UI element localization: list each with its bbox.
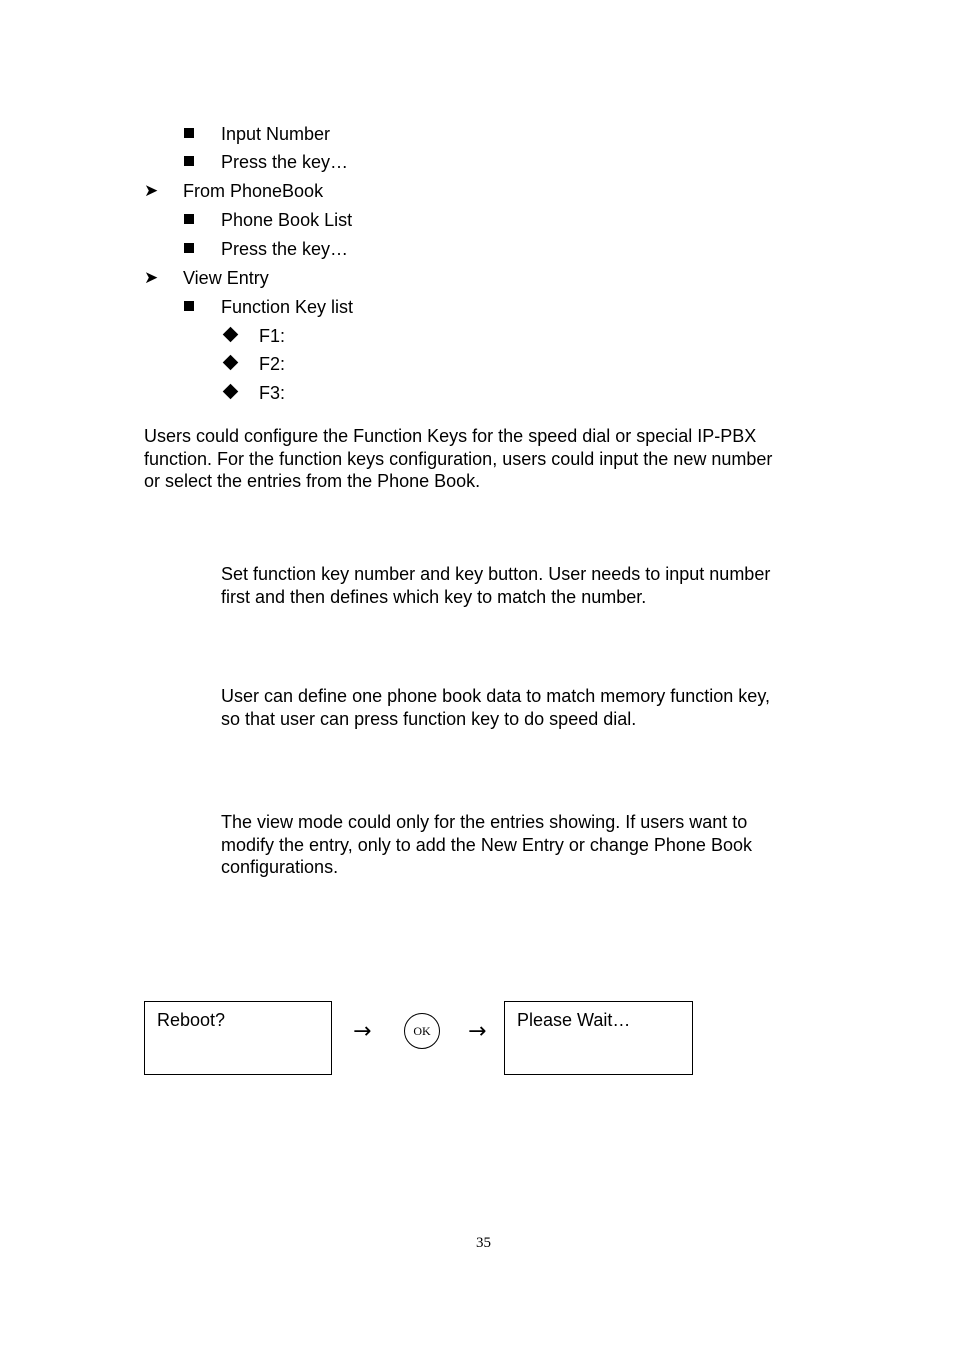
intro-paragraph: [144, 425, 772, 493]
outline-item: Function Key list: [221, 297, 354, 317]
lcd-screen-please-wait: [504, 1001, 693, 1075]
square-bullet-icon: [184, 128, 194, 138]
right-arrow-icon: →: [353, 1019, 372, 1044]
outline-item: From PhoneBook: [183, 181, 324, 201]
paragraph-line: function. For the function keys configuration, users could input the new number: [144, 448, 773, 469]
arrow-bullet-icon: ➤: [144, 268, 159, 287]
paragraph-line: User can define one phone book data to match memory function key,: [221, 686, 770, 706]
square-bullet-icon: [184, 156, 194, 166]
arrow-bullet-icon: ➤: [144, 181, 159, 200]
outline-item: View Entry: [183, 268, 269, 288]
square-bullet-icon: [184, 214, 194, 224]
outline-item: F3:: [259, 383, 286, 403]
ok-button-label: OK: [413, 1023, 431, 1038]
diamond-bullet-icon: [223, 384, 239, 400]
outline-item: Input Number: [221, 124, 331, 144]
outline-item: F1:: [259, 326, 286, 346]
lcd-screen-reboot: [144, 1001, 332, 1075]
outline-item: Press the key…: [221, 152, 349, 172]
ok-button[interactable]: [404, 1013, 440, 1049]
diamond-bullet-icon: [223, 327, 239, 343]
paragraph-line: modify the entry, only to add the New Entry or change Phone Book: [221, 834, 752, 855]
paragraph-line: configurations.: [221, 857, 339, 877]
page-number: 35: [476, 1235, 491, 1251]
right-arrow-icon: →: [468, 1019, 487, 1044]
outline-item: Press the key…: [221, 239, 349, 259]
view-entry-description: [221, 811, 752, 879]
paragraph-line: so that user can press function key to do speed dial.: [221, 708, 637, 729]
outline-item: F2:: [259, 354, 286, 374]
diamond-bullet-icon: [223, 355, 239, 371]
paragraph-line: Users could configure the Function Keys for the speed dial or special IP-PBX: [144, 426, 757, 446]
lcd-screen-text: Please Wait…: [517, 1010, 631, 1030]
paragraph-line: or select the entries from the Phone Book.: [144, 471, 481, 491]
paragraph-line: first and then defines which key to match the number.: [221, 586, 647, 607]
paragraph-line: The view mode could only for the entries showing. If users want to: [221, 812, 748, 832]
square-bullet-icon: [184, 243, 194, 253]
lcd-screen-text: Reboot?: [157, 1010, 226, 1030]
phone-book-description: [221, 685, 770, 730]
input-number-description: [221, 563, 770, 608]
square-bullet-icon: [184, 301, 194, 311]
paragraph-line: Set function key number and key button. User needs to input number: [221, 564, 771, 584]
outline-item: Phone Book List: [221, 210, 353, 230]
